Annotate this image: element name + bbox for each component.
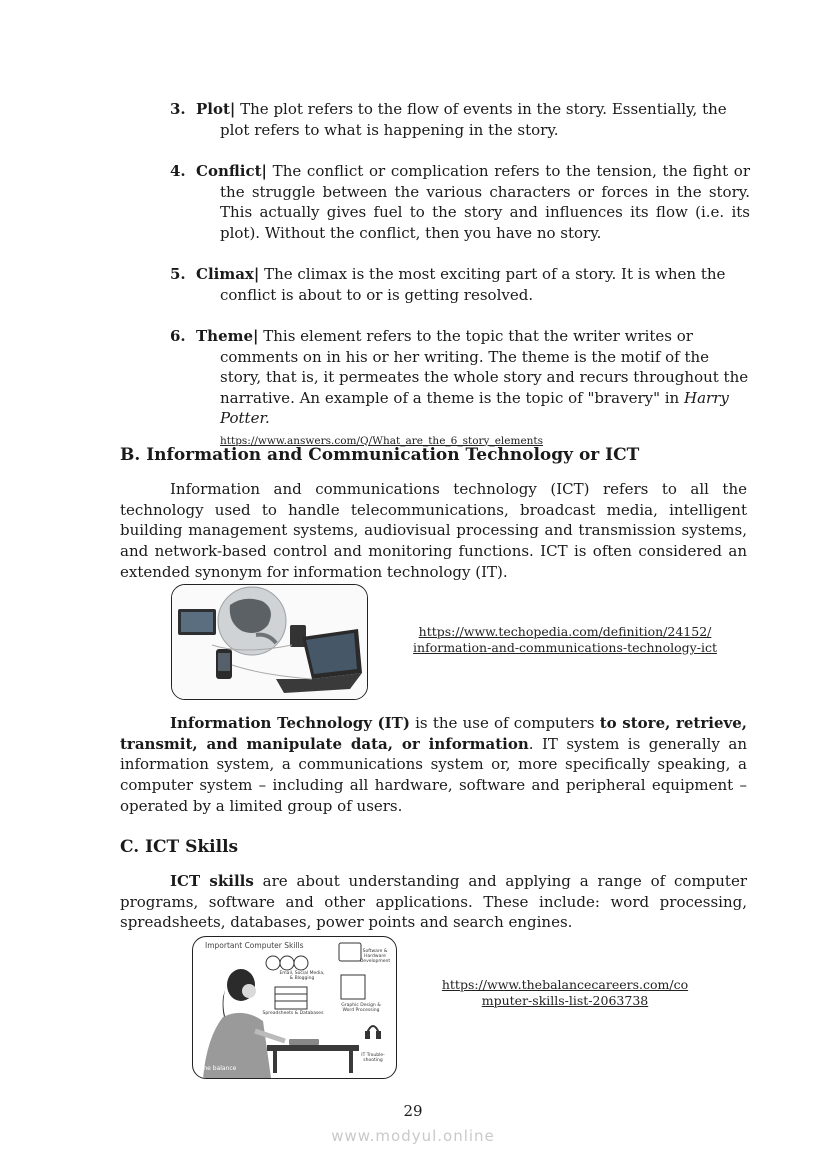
list-item: 6. Theme| This element refers to the topic that the writer writes or comments on in his or her writing. The theme is the motif of the story, that is, it permeates the whole story and recurs throughout the narrative. An example of a theme is the topic of "bravery" in Harry Potter. https://www.answers.com/Q/What_are_the_6_story_elements	[170, 326, 750, 451]
list-item: 3. Plot| The plot refers to the flow of events in the story. Essentially, the plot refers to what is happening in the story.	[170, 100, 727, 139]
skills-source-link[interactable]: https://www.thebalancecareers.com/co mputer-skills-list-2063738	[441, 977, 689, 1008]
image-title: Important Computer Skills	[205, 941, 304, 950]
label-it-troubleshooting: IT Trouble-shooting	[361, 1053, 385, 1063]
label-software: Software & Hardware Development	[359, 949, 391, 964]
label-email: Email, Social Media, & Blogging	[279, 971, 325, 981]
ict-source-link[interactable]: https://www.techopedia.com/definition/24152/ information-and-communications-technology-ict	[413, 624, 717, 655]
item-term: Conflict|	[196, 162, 267, 180]
item-term: Climax|	[196, 265, 260, 283]
section-c-heading: C. ICT Skills	[120, 837, 239, 857]
label-graphic-design: Graphic Design & Word Processing	[341, 1003, 381, 1013]
list-item: 5. Climax| The climax is the most exciting part of a story. It is when the conflict is about to or is getting resolved.	[170, 265, 726, 304]
ict-devices-image	[171, 584, 368, 700]
section-c-paragraph: ICT skills are about understanding and applying a range of computer programs, software and other applications. These include: word processing, spreadsheets, databases, power points and search engines.	[120, 872, 748, 932]
item-term: Theme|	[196, 327, 259, 345]
ict-illustration	[172, 585, 367, 699]
item-term: Plot|	[196, 100, 236, 118]
source-link[interactable]: https://www.answers.com/Q/What_are_the_6_story_elements	[220, 434, 544, 447]
computer-skills-image	[192, 936, 397, 1079]
watermark: www.modyul.online	[331, 1127, 495, 1145]
section-b-heading: B. Information and Communication Technology or ICT	[120, 445, 640, 465]
brand-logo: the balance	[201, 1065, 237, 1072]
label-spreadsheets: Spreadsheets & Databases	[262, 1011, 324, 1016]
page-number: 29	[403, 1102, 423, 1120]
section-b-paragraph: Information and communications technology (ICT) refers to all the technology used to handle telecommunications, broadcast media, intelligent building management systems, audiovisual processing and transmission systems, and network-based control and monitoring functions. ICT is often considered an extended synonym for information technology (IT).	[120, 480, 747, 581]
list-item: 4. Conflict| The conflict or complication refers to the tension, the fight or the struggle between the various characters or forces in the story. This actually gives fuel to the story and influences its flow (i.e. its plot). Without the conflict, then you have no story.	[170, 162, 750, 242]
it-paragraph: Information Technology (IT) is the use of computers to store, retrieve, transmit, and manipulate data, or information. IT system is generally an information system, a communications system or, more specifically speaking, a computer system – including all hardware, software and peripheral equipment – operated by a limited group of users.	[120, 714, 747, 815]
